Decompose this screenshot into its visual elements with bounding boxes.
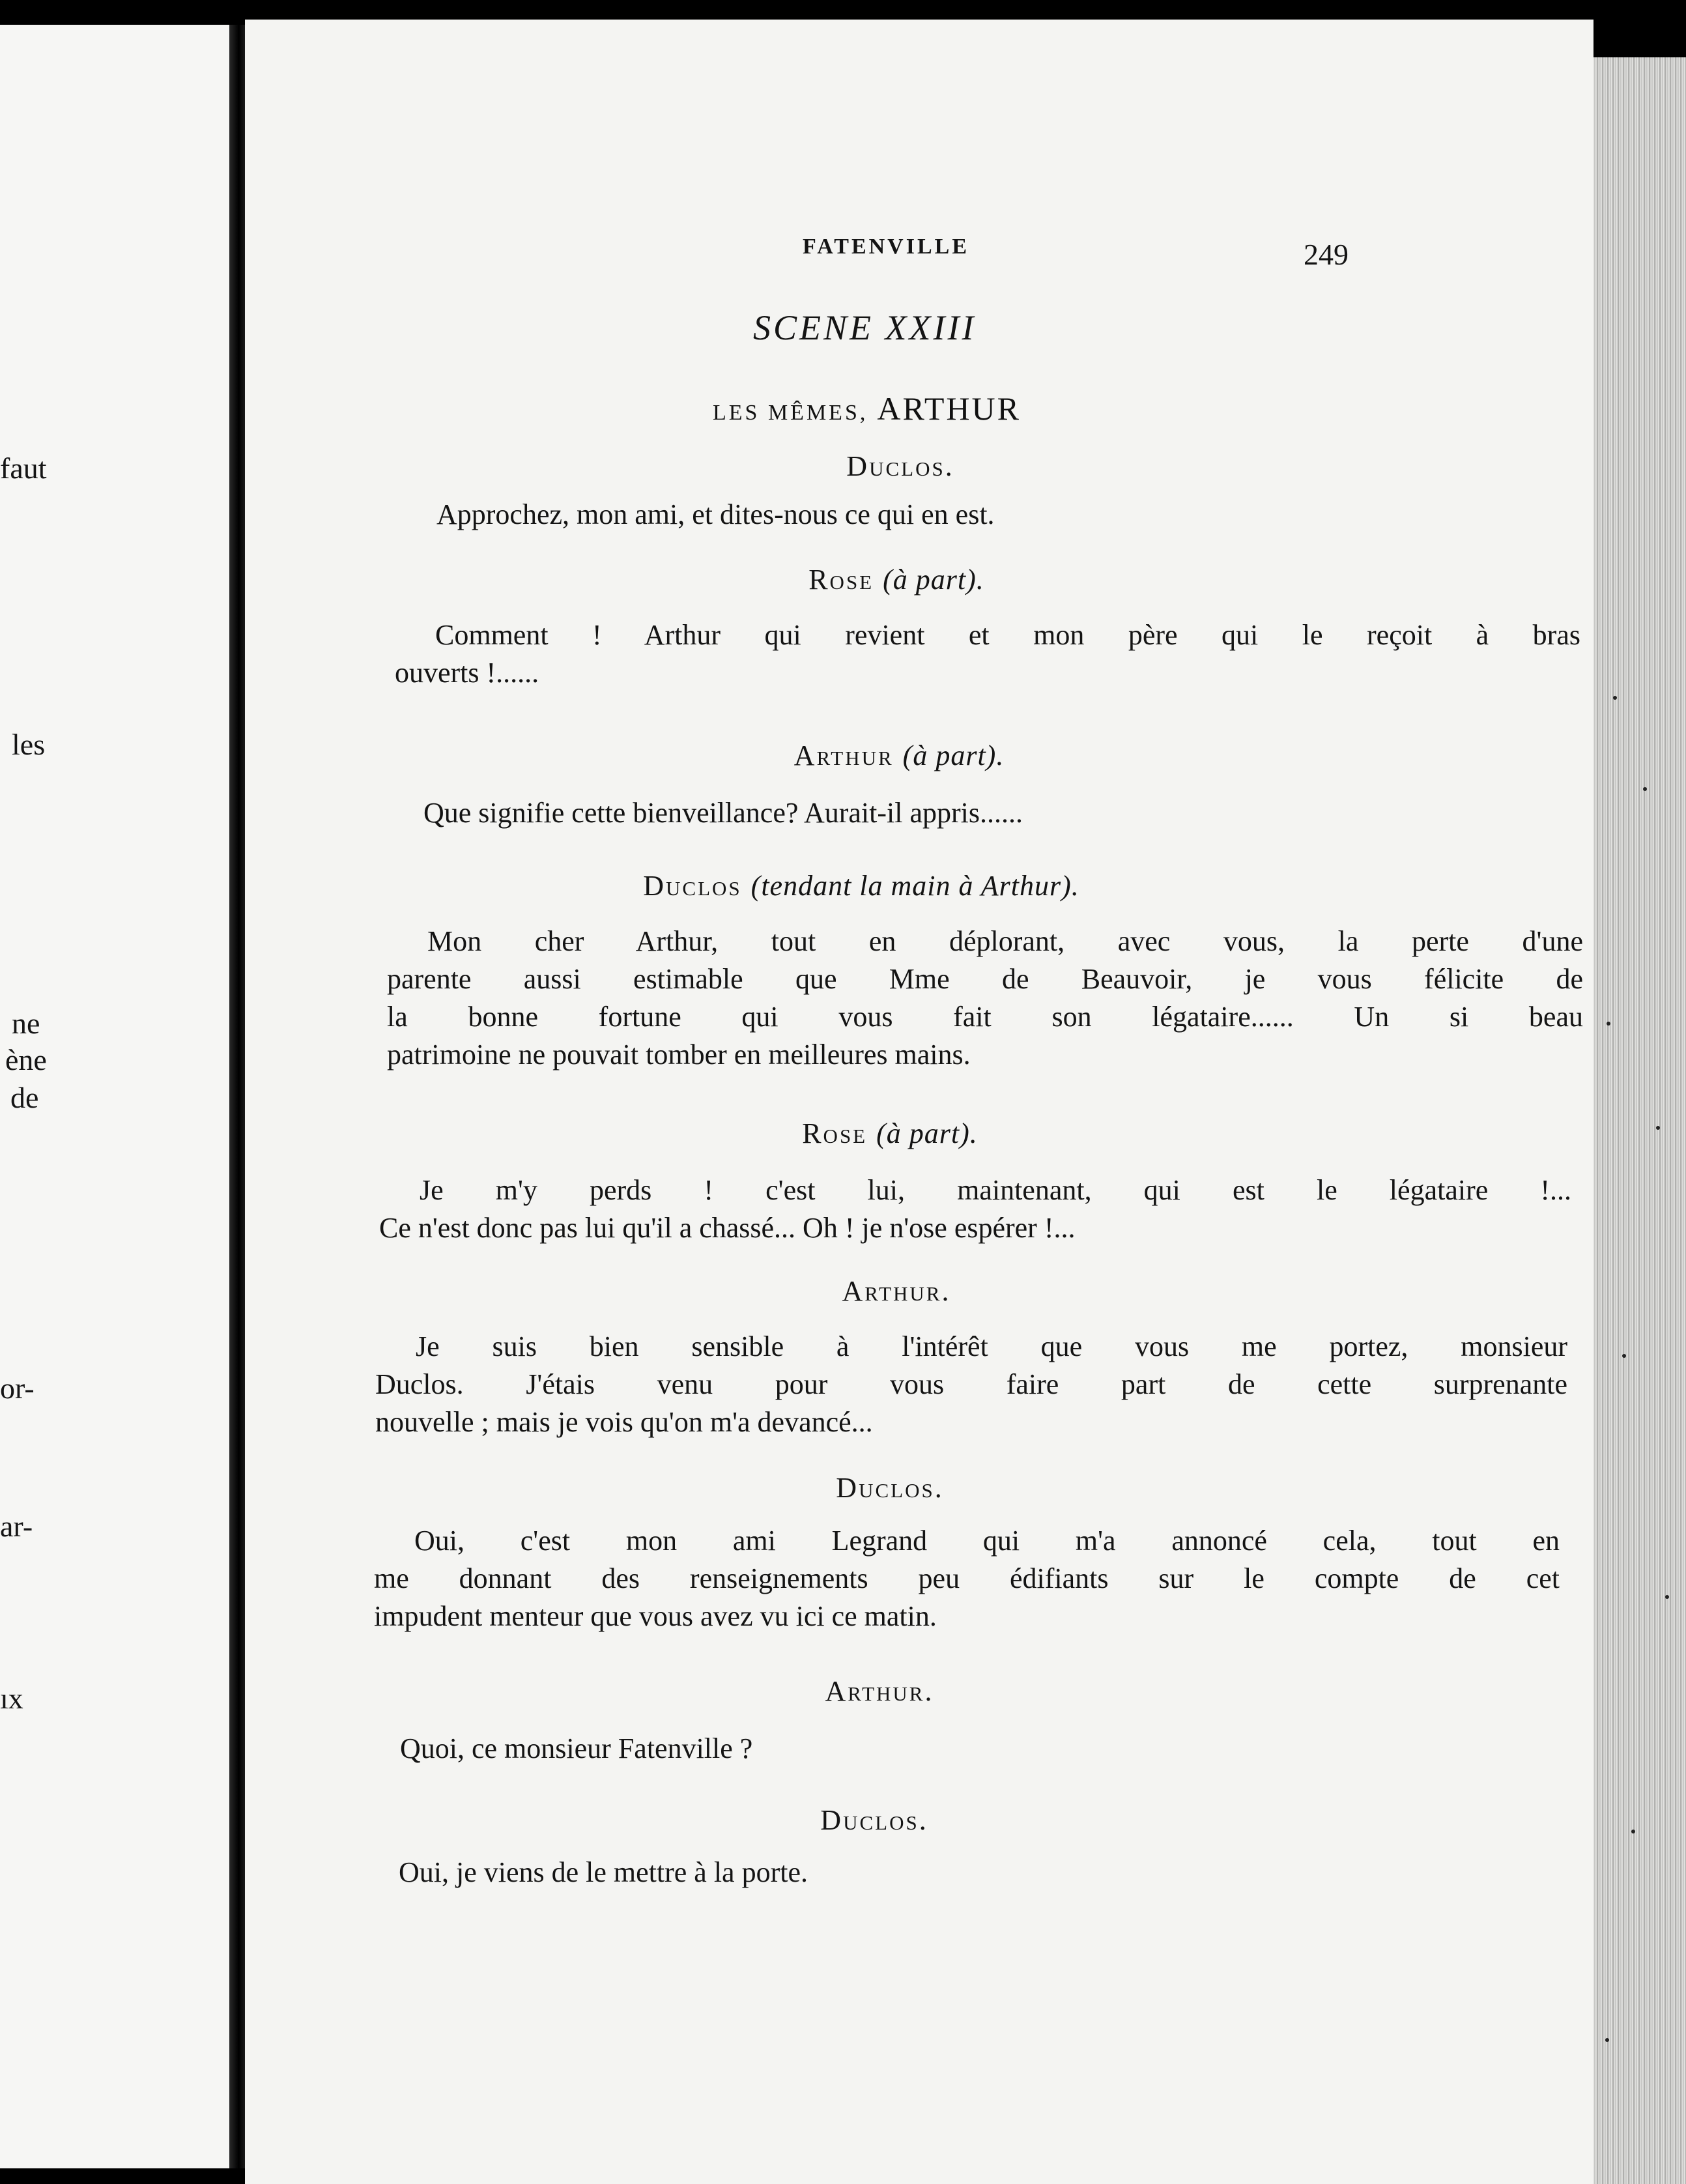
dialogue-line: Duclos. J'étais venu pour vous faire part de cette surprenante (375, 1368, 1567, 1400)
speaker-name: Arthur. (825, 1675, 934, 1707)
dialogue-line: impudent menteur que vous avez vu ici ce matin. (374, 1600, 937, 1632)
dialogue-line: ouverts !...... (395, 657, 539, 689)
speaker-heading (842, 1277, 951, 1306)
cast-prefix: LES MÊMES, (713, 401, 868, 425)
dialogue-line: Comment ! Arthur qui revient et mon père qui le reçoit à bras (435, 619, 1580, 651)
speaker-name: Arthur. (842, 1275, 951, 1307)
dialogue-line: Oui, c'est mon ami Legrand qui m'a annoncé cela, tout en (414, 1525, 1560, 1557)
dialogue-line: nouvelle ; mais je vois qu'on m'a devancé... (375, 1406, 873, 1438)
speaker-name: Duclos. (820, 1804, 928, 1836)
speaker-heading (846, 452, 954, 481)
cast-line (713, 390, 1021, 427)
speaker-heading (836, 1474, 943, 1502)
left-page-fragment: or- (0, 1372, 35, 1405)
speaker-name: Rose (802, 1117, 868, 1149)
dialogue-paragraph (374, 1522, 1560, 1635)
left-page-fragment: faut (0, 452, 47, 485)
speaker-name: Duclos. (846, 450, 954, 482)
speaker-name: Duclos (643, 870, 742, 902)
stage-direction: (à part). (876, 1117, 978, 1149)
dialogue-line: Je m'y perds ! c'est lui, maintenant, qui est le légataire !... (420, 1174, 1571, 1206)
page-number: 249 (1304, 238, 1349, 271)
left-page-fragment: ène (5, 1043, 47, 1076)
speaker-heading (820, 1806, 928, 1835)
dialogue-line: Mon cher Arthur, tout en déplorant, avec vous, la perte d'une (427, 925, 1583, 957)
speaker-heading (802, 1119, 978, 1148)
dialogue-line: Que signifie cette bienveillance? Aurait-il appris...... (423, 797, 1023, 829)
scene-title: SCENE XXIII (753, 308, 977, 347)
speaker-heading (643, 872, 1079, 900)
book-page (245, 20, 1593, 2184)
dialogue-paragraph (375, 1328, 1567, 1441)
speaker-name: Arthur (793, 740, 894, 771)
stage-direction: (à part). (902, 740, 1005, 771)
dialogue-line: Approchez, mon ami, et dites-nous ce qui en est. (436, 498, 995, 530)
left-page-fragment: ıx (0, 1682, 23, 1715)
dialogue-line: Quoi, ce monsieur Fatenville ? (400, 1732, 753, 1764)
cast-name: ARTHUR (877, 390, 1021, 427)
speaker-heading (808, 566, 984, 594)
dialogue-paragraph (379, 1171, 1571, 1247)
left-page-fragment: ar- (0, 1510, 33, 1543)
left-facing-page (0, 25, 229, 2168)
dialogue-paragraph (387, 923, 1583, 1074)
dialogue-line: la bonne fortune qui vous fait son légataire...... Un si beau (387, 1001, 1583, 1033)
dialogue-line: Ce n'est donc pas lui qu'il a chassé... Oh ! je n'ose espérer !... (379, 1212, 1076, 1244)
speaker-heading (825, 1677, 934, 1706)
page-edges (1593, 57, 1686, 2184)
dialogue-line: Oui, je viens de le mettre à la porte. (399, 1856, 808, 1888)
speaker-name: Rose (808, 564, 874, 596)
stage-direction: (à part). (883, 564, 984, 596)
speaker-heading (794, 741, 1005, 770)
book-gutter (229, 25, 245, 2168)
dialogue-paragraph (395, 616, 1580, 692)
left-page-fragment: les (12, 728, 46, 761)
dialogue-line: Je suis bien sensible à l'intérêt que vous me portez, monsieur (416, 1330, 1567, 1362)
left-page-fragment: ne (12, 1007, 40, 1040)
dialogue-line: patrimoine ne pouvait tomber en meilleures mains. (387, 1039, 971, 1070)
speaker-name: Duclos. (836, 1472, 944, 1504)
left-page-fragment: de (10, 1081, 39, 1114)
dialogue-line: me donnant des renseignements peu édifiants sur le compte de cet (374, 1562, 1560, 1594)
stage-direction: (tendant la main à Arthur). (750, 870, 1079, 902)
running-title: FATENVILLE (803, 235, 970, 259)
dialogue-line: parente aussi estimable que Mme de Beauvoir, je vous félicite de (387, 963, 1583, 995)
